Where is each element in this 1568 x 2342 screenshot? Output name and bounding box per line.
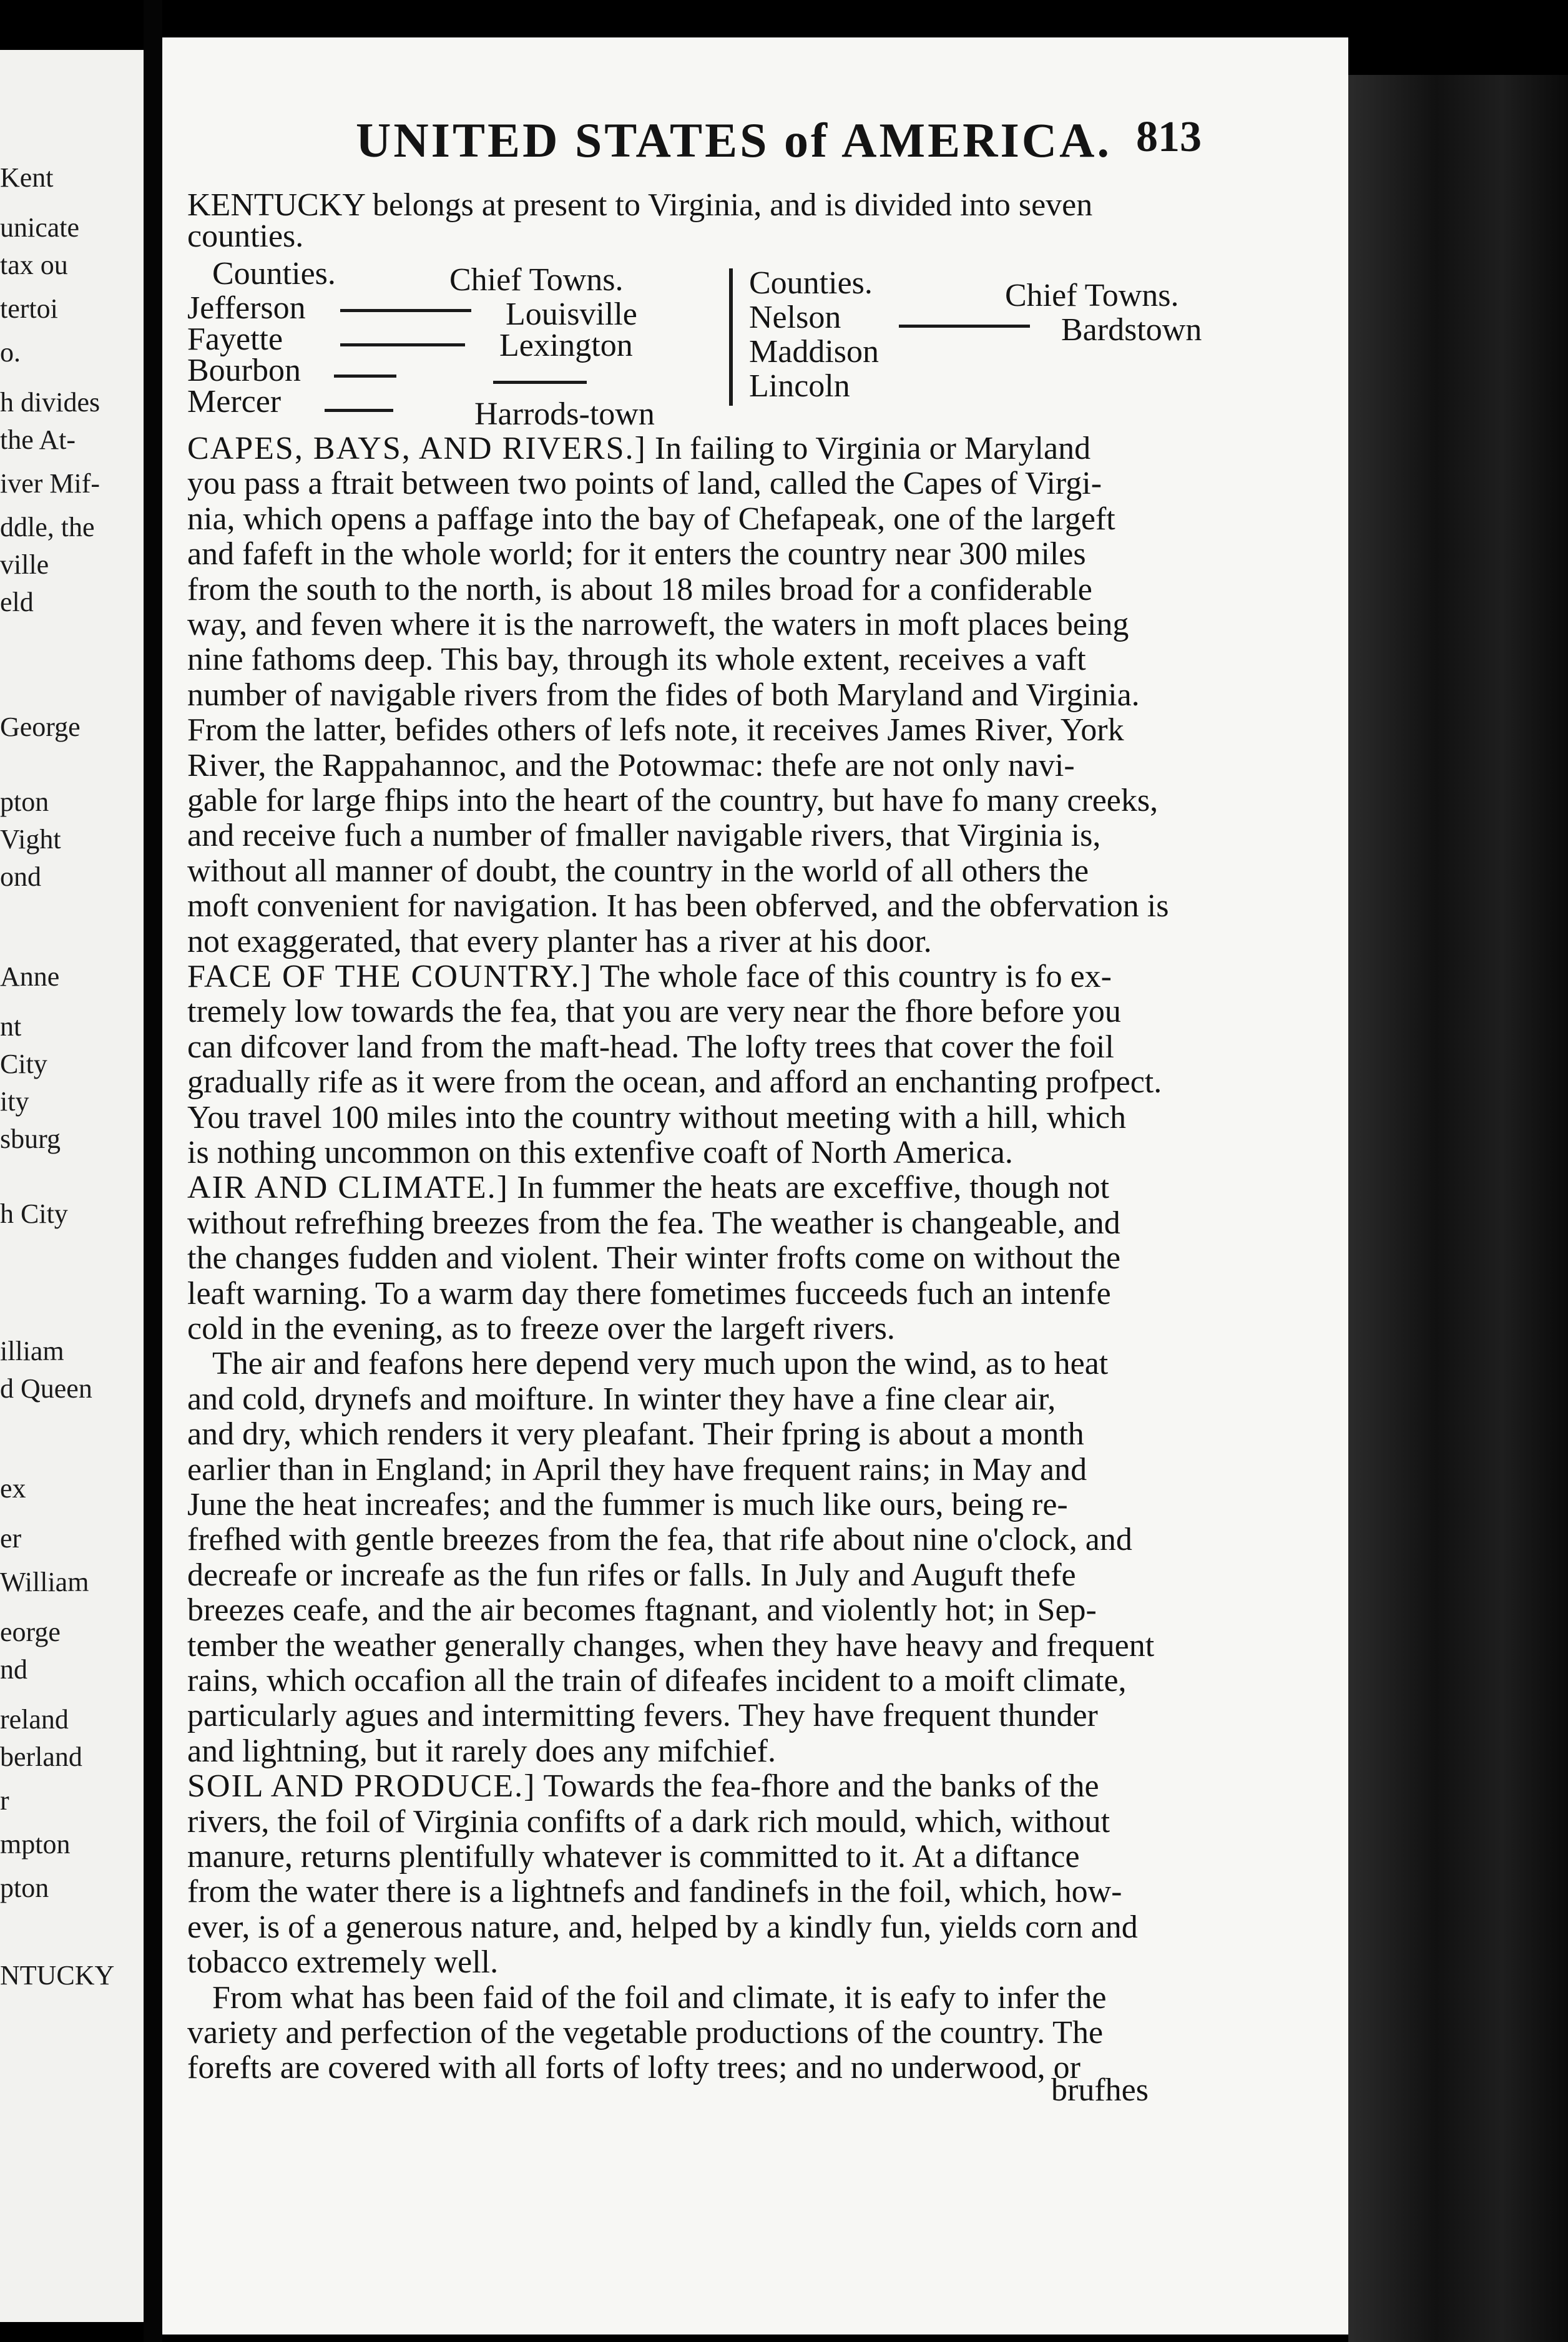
left-margin-fragment: d Queen [0, 1373, 92, 1404]
page-edge [1348, 75, 1568, 2342]
body-line [187, 1135, 1211, 1171]
body-line [187, 1346, 1211, 1382]
body-line-text: tremely low towards the fea, that you are very near the fhore before you [187, 994, 1121, 1029]
body-line-text: from the water there is a lightnefs and fandinefs in the foil, which, how- [187, 1874, 1122, 1909]
table-row-town: Harrods-town [474, 396, 655, 432]
table-rule [325, 409, 393, 412]
left-margin-fragment: reland [0, 1704, 69, 1735]
body-line [187, 501, 1211, 537]
table-row-county: Nelson [749, 300, 841, 335]
body-line-text: In fummer the heats are exceffive, though not [508, 1170, 1110, 1205]
table-brace [729, 268, 733, 406]
left-margin-fragment: pton [0, 1873, 49, 1903]
body-line [187, 924, 1211, 960]
left-page-fragment [0, 50, 144, 2322]
body-line-text: you pass a ftrait between two points of land, called the Capes of Virgi- [187, 466, 1102, 501]
left-margin-fragment: sburg [0, 1124, 61, 1154]
body-line [187, 1240, 1211, 1276]
body-line [187, 1416, 1211, 1453]
body-line-text: You travel 100 miles into the country without meeting with a hill, which [187, 1100, 1126, 1135]
table-header-towns-left: Chief Towns. [449, 262, 624, 298]
body-line [187, 712, 1211, 748]
left-margin-fragment: ond [0, 861, 41, 892]
body-line [187, 1522, 1211, 1558]
body-line-text: ever, is of a generous nature, and, helped by a kindly fun, yields corn and [187, 1909, 1138, 1945]
body-line-text: gradually rife as it were from the ocean, and afford an enchanting profpect. [187, 1064, 1162, 1100]
catchword: brufhes [1051, 2072, 1149, 2108]
body-line [187, 1452, 1211, 1488]
section-heading: FACE OF THE COUNTRY.] [187, 959, 592, 994]
body-line [187, 1311, 1211, 1347]
body-line [187, 572, 1211, 608]
body-line [187, 1557, 1211, 1594]
body-line [187, 1170, 1211, 1206]
body-line-text: and lightning, but it rarely does any mifchief. [187, 1733, 776, 1769]
body-line [187, 1839, 1211, 1875]
body-line [187, 1698, 1211, 1734]
body-line [187, 2015, 1211, 2051]
body-line [187, 853, 1211, 889]
body-line-text: nia, which opens a paffage into the bay of Chefapeak, one of the largeft [187, 501, 1115, 537]
body-line-text: leaft warning. To a warm day there fometimes fucceeds fuch an intenfe [187, 1276, 1111, 1311]
left-margin-fragment: ex [0, 1473, 26, 1504]
body-line-text: nine fathoms deep. This bay, through its whole extent, receives a vaft [187, 642, 1086, 677]
running-header [356, 112, 1242, 187]
left-margin-fragment: City [0, 1049, 47, 1079]
body-line [187, 1874, 1211, 1910]
left-margin-fragment: the At- [0, 424, 76, 455]
table-row-town: Lexington [499, 328, 633, 363]
body-line-text: number of navigable rivers from the fides of both Maryland and Virginia. [187, 677, 1140, 713]
table-row-county: Lincoln [749, 368, 850, 404]
body-line-text: decreafe or increafe as the fun rifes or falls. In July and Auguft thefe [187, 1557, 1076, 1593]
table-rule [899, 325, 1030, 328]
body-line [187, 1487, 1211, 1523]
body-line [187, 536, 1211, 572]
left-margin-fragment: George [0, 712, 81, 742]
table-row-county: Fayette [187, 321, 283, 357]
left-margin-fragment: tertoi [0, 293, 58, 324]
body-line [187, 1944, 1211, 1981]
left-margin-fragment: h City [0, 1198, 68, 1229]
body-line-text: From what has been faid of the foil and climate, it is eafy to infer the [212, 1980, 1107, 2016]
body-line-text: frefhed with gentle breezes from the fea, that rife about nine o'clock, and [187, 1522, 1132, 1557]
body-line [187, 1064, 1211, 1100]
body-line [187, 818, 1211, 854]
body-line-text: rivers, the foil of Virginia confifts of a dark rich mould, which, without [187, 1804, 1110, 1840]
left-margin-fragment: berland [0, 1742, 82, 1772]
body-line [187, 959, 1211, 995]
section-heading: SOIL AND PRODUCE.] [187, 1768, 536, 1804]
body-line [187, 642, 1211, 678]
body-line [187, 1663, 1211, 1699]
body-line-text: Towards the fea-fhore and the banks of the [536, 1768, 1099, 1804]
table-row-county: Maddison [749, 334, 879, 370]
body-line [187, 1029, 1211, 1066]
body-line-text: From the latter, befides others of lefs note, it receives James River, York [187, 712, 1124, 748]
body-line-text: forefts are covered with all forts of lofty trees; and no underwood, or [187, 2050, 1080, 2085]
left-margin-fragment: NTUCKY [0, 1960, 115, 1991]
table-rule [340, 309, 471, 312]
body-line-text: without all manner of doubt, the country in the world of all others the [187, 853, 1089, 889]
left-margin-fragment: ddle, the [0, 512, 95, 542]
left-margin-fragment: William [0, 1567, 89, 1597]
left-margin-fragment: r [0, 1785, 9, 1816]
body-line-text: variety and perfection of the vegetable productions of the country. The [187, 2015, 1104, 2050]
body-line-text: and cold, drynefs and moifture. In winter they have a fine clear air, [187, 1381, 1056, 1417]
body-line-text: The whole face of this country is fo ex- [592, 959, 1112, 994]
body-line-text: breezes ceafe, and the air becomes ftagnant, and violently hot; in Sep- [187, 1592, 1097, 1628]
book-gutter [144, 0, 162, 2342]
left-margin-fragment: nd [0, 1654, 27, 1685]
section-heading: AIR AND CLIMATE.] [187, 1170, 509, 1205]
body-line-text: and dry, which renders it very pleafant. Their fpring is about a month [187, 1416, 1084, 1452]
running-title: UNITED STATES of AMERICA. [356, 113, 1112, 167]
body-line [187, 466, 1211, 502]
left-margin-fragment: iver Mif- [0, 468, 100, 499]
body-line [187, 1381, 1211, 1418]
intro-line-2: counties. [187, 218, 304, 254]
left-margin-fragment: ville [0, 549, 49, 580]
body-line-text: the changes fudden and violent. Their winter frofts come on without the [187, 1240, 1121, 1276]
left-margin-fragment: eorge [0, 1617, 61, 1647]
body-line [187, 431, 1211, 467]
left-margin-fragment: Anne [0, 961, 60, 992]
left-margin-fragment: nt [0, 1011, 22, 1042]
body-line [187, 607, 1211, 643]
body-line-text: River, the Rappahannoc, and the Potowmac: thefe are not only navi- [187, 748, 1075, 783]
body-line-text: way, and feven where it is the narroweft, the waters in moft places being [187, 607, 1129, 642]
body-line-text: manure, returns plentifully whatever is committed to it. At a diftance [187, 1839, 1080, 1874]
body-line [187, 994, 1211, 1030]
body-line-text: The air and feafons here depend very much upon the wind, as to heat [212, 1346, 1109, 1381]
body-line-text: tobacco extremely well. [187, 1944, 499, 1980]
body-line [187, 677, 1211, 713]
table-rule [493, 381, 587, 384]
table-row-county: Bourbon [187, 353, 301, 388]
body-line-text: tember the weather generally changes, when they have heavy and frequent [187, 1628, 1155, 1663]
body-line-text: cold in the evening, as to freeze over the largeft rivers. [187, 1311, 895, 1346]
table-rule [340, 343, 465, 346]
body-line-text: moft convenient for navigation. It has been obferved, and the obfervation is [187, 888, 1169, 924]
table-header-towns-right: Chief Towns. [1005, 278, 1179, 313]
table-header-counties-left: Counties. [212, 256, 336, 292]
table-header-counties-right: Counties. [749, 265, 873, 301]
body-line-text: rains, which occafion all the train of difeafes incident to a moift climate, [187, 1663, 1127, 1698]
table-row-town: Louisville [506, 296, 637, 332]
body-line-text: June the heat increafes; and the fummer is much like ours, being re- [187, 1487, 1068, 1522]
left-margin-fragment: illiam [0, 1336, 64, 1366]
left-margin-fragment: er [0, 1523, 22, 1554]
table-rule [334, 375, 396, 378]
body-line-text: not exaggerated, that every planter has a river at his door. [187, 924, 932, 959]
body-line-text: and receive fuch a number of fmaller navigable rivers, that Virginia is, [187, 818, 1101, 853]
body-line [187, 1980, 1211, 2016]
body-line-text: and fafeft in the whole world; for it enters the country near 300 miles [187, 536, 1086, 572]
body-line-text: without refrefhing breezes from the fea. The weather is changeable, and [187, 1205, 1120, 1241]
left-margin-fragment: pton [0, 786, 49, 817]
body-line-text: gable for large fhips into the heart of the country, but have fo many creeks, [187, 783, 1159, 818]
intro-line-1: KENTUCKY belongs at present to Virginia, and is divided into seven [187, 187, 1093, 223]
body-line [187, 1909, 1211, 1946]
table-row-town: Bardstown [1061, 312, 1202, 348]
body-line-text: In failing to Virginia or Maryland [646, 431, 1091, 466]
body-line [187, 1592, 1211, 1629]
body-line [187, 1205, 1211, 1242]
left-margin-fragment: o. [0, 337, 21, 368]
page-number: 813 [1136, 113, 1202, 161]
left-margin-fragment: Vight [0, 824, 61, 855]
body-line-text: earlier than in England; in April they have frequent rains; in May and [187, 1452, 1087, 1487]
body-line [187, 888, 1211, 924]
body-line [187, 1733, 1211, 1770]
body-line [187, 783, 1211, 819]
table-row-county: Mercer [187, 384, 282, 419]
left-margin-fragment: unicate [0, 212, 80, 243]
body-line [187, 1804, 1211, 1840]
left-margin-fragment: Kent [0, 162, 54, 193]
body-line [187, 748, 1211, 784]
body-line [187, 1276, 1211, 1312]
body-line [187, 1100, 1211, 1136]
body-line-text: is nothing uncommon on this extenfive coaft of North America. [187, 1135, 1013, 1170]
left-margin-fragment: eld [0, 587, 34, 617]
left-margin-fragment: h divides [0, 387, 100, 418]
section-heading: CAPES, BAYS, AND RIVERS.] [187, 431, 647, 466]
table-row-county: Jefferson [187, 290, 306, 326]
body-line-text: from the south to the north, is about 18 miles broad for a confiderable [187, 572, 1092, 607]
left-margin-fragment: mpton [0, 1829, 71, 1859]
left-margin-fragment: ity [0, 1086, 29, 1117]
body-line [187, 1768, 1211, 1805]
left-margin-fragment: tax ou [0, 250, 68, 280]
body-line [187, 1628, 1211, 1664]
body-line-text: particularly agues and intermitting fevers. They have frequent thunder [187, 1698, 1098, 1733]
body-line-text: can difcover land from the maft-head. The lofty trees that cover the foil [187, 1029, 1114, 1065]
